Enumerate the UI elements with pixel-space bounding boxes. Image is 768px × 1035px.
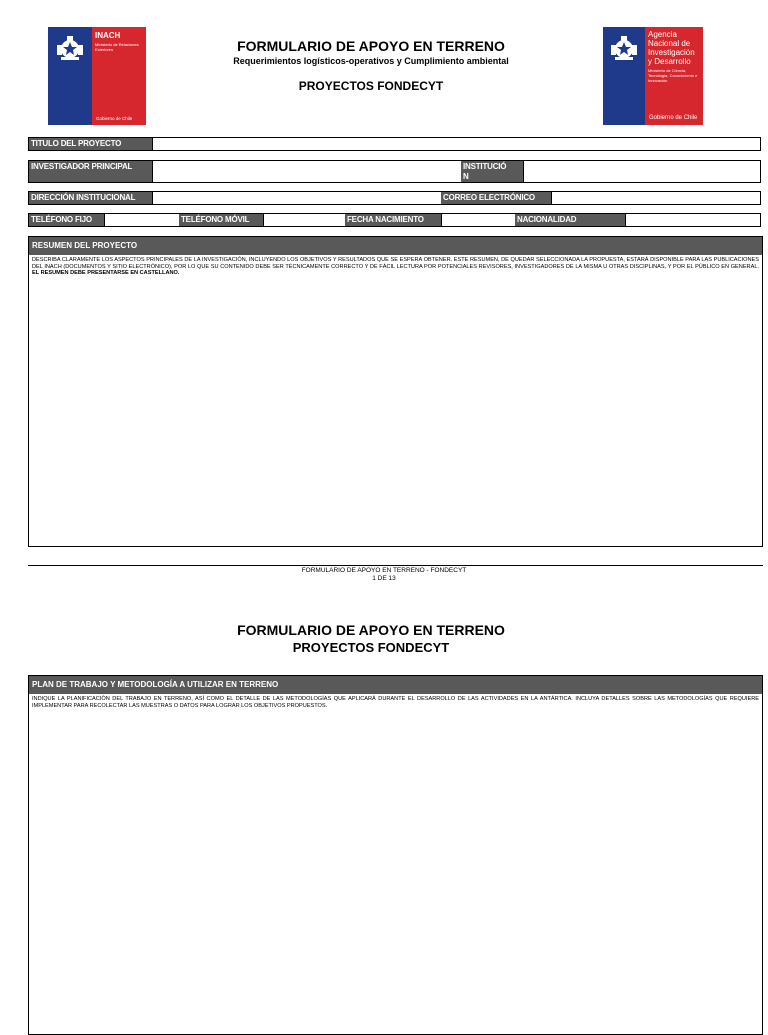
telefono-movil-field[interactable]	[263, 214, 346, 226]
titulo-label: TITULO DEL PROYECTO	[29, 138, 152, 150]
investigador-label: INVESTIGADOR PRINCIPAL	[29, 161, 152, 182]
plan-section	[28, 675, 763, 1035]
investigador-field[interactable]	[152, 161, 462, 182]
anid-logo-subtitle: Ministerio de Ciencia, Tecnología, Conocimiento e Innovación	[648, 68, 698, 83]
resumen-description	[29, 255, 762, 279]
direccion-label: DIRECCIÓN INSTITUCIONAL	[29, 192, 152, 204]
page-title: FORMULARIO DE APOYO EN TERRENO	[237, 38, 505, 54]
plan-description: INDIQUE LA PLANIFICACIÓN DEL TRABAJO EN TERRENO, ASÍ COMO EL DETALLE DE LAS METODOLOGÍAS QUE APLICARÁ DURANTE EL DESARROLLO DE LAS ACTIVIDADES EN LA ANTÁRTICA. INCLUYA DETALLES SOBRE LAS METODOLOGÍAS QUE REQUIERE IMPLEMENTAR PARA RECOLECTAR LAS MUESTRAS O DATOS PARA LOGRAR LOS OBJETIVOS PROPUESTOS.	[32, 696, 759, 709]
resumen-heading: RESUMEN DEL PROYECTO	[29, 237, 762, 255]
titulo-field[interactable]	[152, 138, 760, 150]
anid-logo-footer: Gobierno de Chile	[649, 115, 698, 121]
investigador-row	[28, 160, 761, 183]
direccion-row	[28, 191, 761, 205]
contacto-row	[28, 213, 761, 227]
correo-field[interactable]	[551, 192, 760, 204]
chile-crest-icon	[55, 35, 85, 61]
resumen-instructions: DESCRIBA CLARAMENTE LOS ASPECTOS PRINCIPALES DE LA INVESTIGACIÓN, INCLUYENDO LOS OBJETIVOS Y RESULTADOS QUE SE ESPERA OBTENER. ESTE RESUMEN, DE QUEDAR SELECCIONADA LA PROPUESTA, ESTARÁ DISPONIBLE PARA LAS PUBLICACIONES DEL INACH (DOCUMENTOS Y SITIO ELECTRÓNICO), POR LO QUE SU CONTENIDO DEBE SER TÉCNICAMENTE CORRECTO Y DE FÁCIL LECTURA POR POTENCIALES REVISORES, INVESTIGADORES DE LA MISMA U OTRAS DISCIPLINAS, Y POR EL PÚBLICO EN GENERAL.	[32, 257, 759, 270]
institucion-field[interactable]	[523, 161, 760, 182]
nacionalidad-field[interactable]	[625, 214, 760, 226]
titulo-row	[28, 137, 761, 151]
institucion-label	[461, 161, 523, 182]
anid-logo	[603, 27, 703, 125]
footer-page-number: 1 DE 13	[372, 575, 396, 582]
page2-title: FORMULARIO DE APOYO EN TERRENO	[237, 622, 505, 638]
fecha-nacimiento-field[interactable]	[441, 214, 516, 226]
direccion-field[interactable]	[152, 192, 442, 204]
institucion-label-line2: N	[463, 172, 469, 181]
nacionalidad-label: NACIONALIDAD	[515, 214, 625, 226]
correo-label: CORREO ELECTRÓNICO	[441, 192, 551, 204]
resumen-textarea[interactable]	[29, 287, 762, 546]
plan-textarea[interactable]	[29, 716, 762, 1034]
inach-logo-title: INACH	[95, 31, 121, 40]
inach-logo-footer: Gobierno de Chile	[96, 116, 133, 121]
resumen-emphasis: EL RESUMEN DEBE PRESENTARSE EN CASTELLANO.	[32, 270, 180, 277]
telefono-fijo-label: TELÉFONO FIJO	[29, 214, 104, 226]
inach-logo	[48, 27, 146, 125]
telefono-fijo-field[interactable]	[104, 214, 180, 226]
footer-divider	[28, 565, 763, 566]
inach-logo-subtitle: Ministerio de Relaciones Exteriores	[95, 42, 139, 52]
page2-program: PROYECTOS FONDECYT	[292, 640, 450, 655]
plan-heading: PLAN DE TRABAJO Y METODOLOGÍA A UTILIZAR EN TERRENO	[29, 676, 762, 694]
fecha-nacimiento-label: FECHA NACIMIENTO	[345, 214, 441, 226]
chile-crest-icon	[609, 35, 639, 61]
anid-logo-title: Agencia Nacional de Investigación y Desarrollo	[648, 30, 695, 66]
telefono-movil-label: TELÉFONO MÓVIL	[179, 214, 263, 226]
footer-text: FORMULARIO DE APOYO EN TERRENO - FONDECYT	[301, 567, 467, 574]
resumen-section	[28, 236, 763, 547]
program-title: PROYECTOS FONDECYT	[298, 79, 444, 93]
page-subtitle: Requerimientos logísticos-operativos y Cumplimiento ambiental	[233, 56, 509, 66]
institucion-label-line1: INSTITUCIÓ	[463, 162, 507, 171]
